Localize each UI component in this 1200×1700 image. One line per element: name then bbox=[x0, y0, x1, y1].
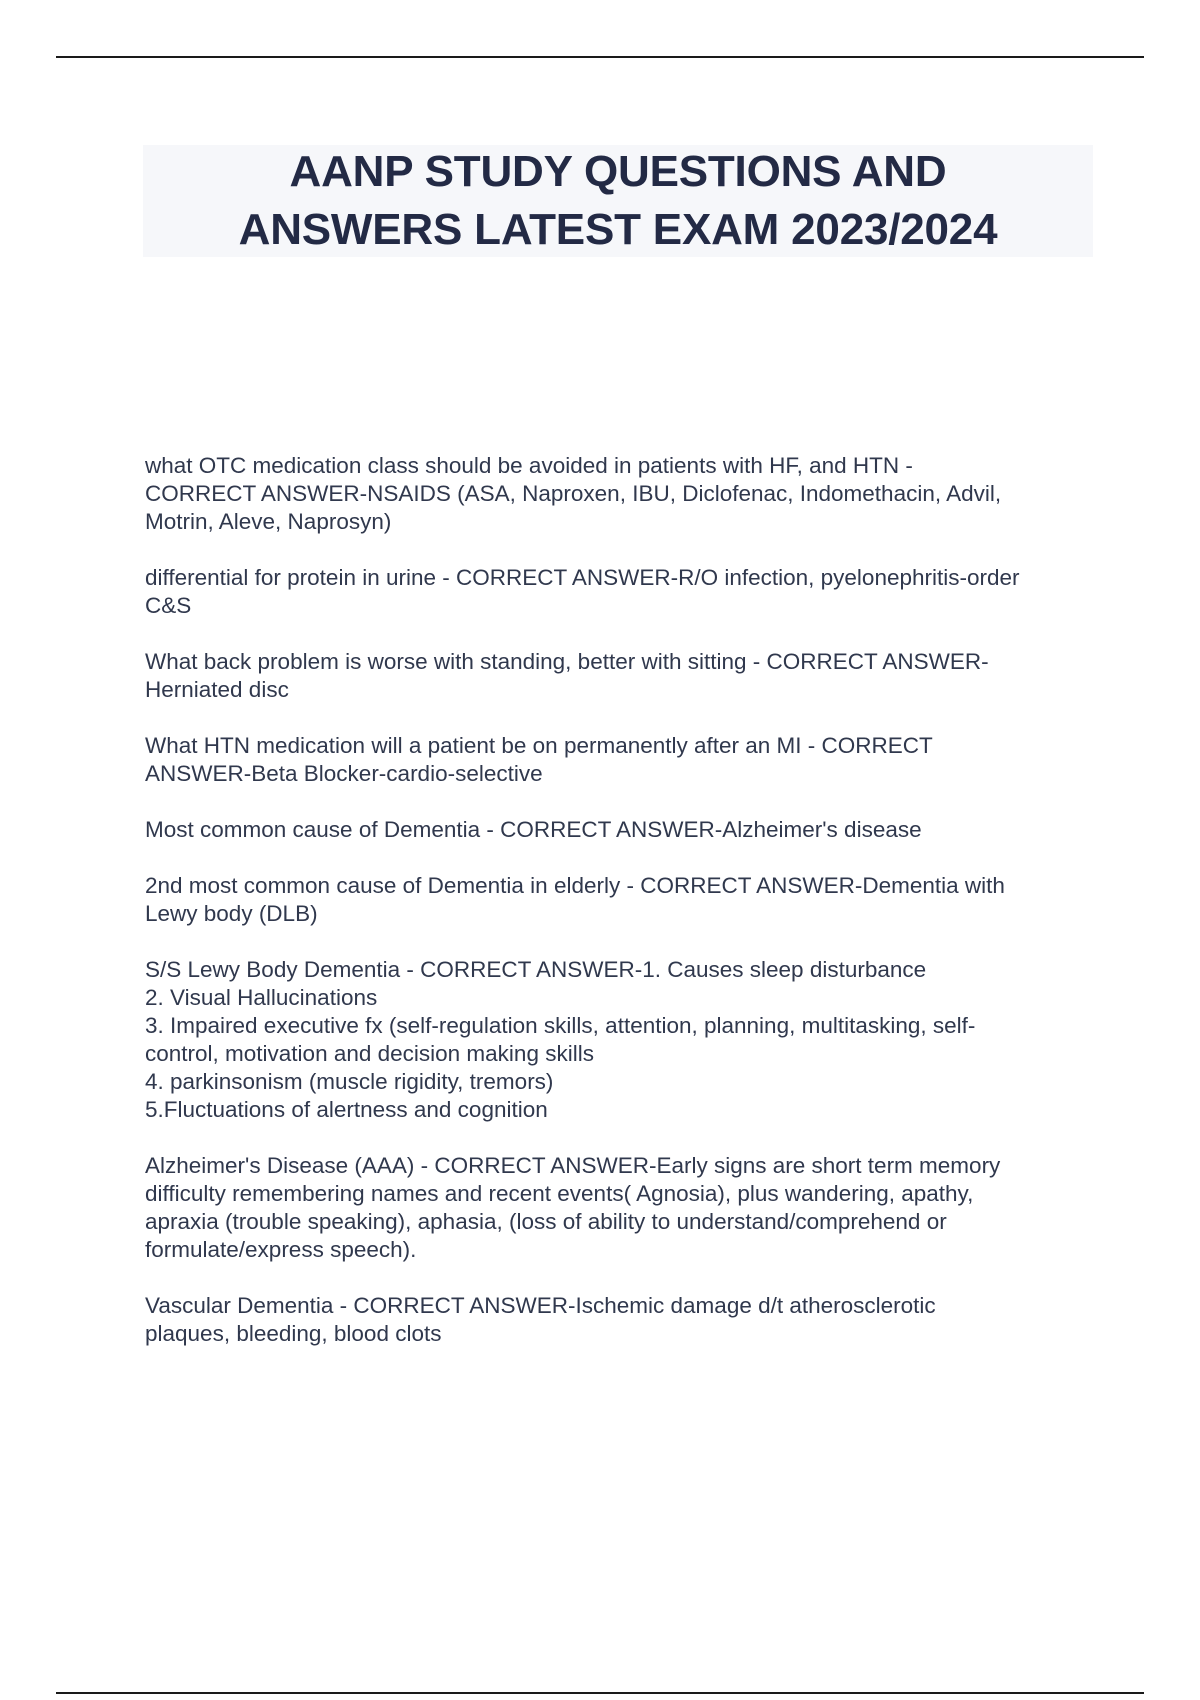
qa-list bbox=[145, 452, 1095, 1376]
qa-line: C&S bbox=[145, 593, 192, 618]
qa-line: 4. parkinsonism (muscle rigidity, tremors) bbox=[145, 1069, 554, 1094]
qa-line: Herniated disc bbox=[145, 677, 289, 702]
qa-line: Motrin, Aleve, Naprosyn) bbox=[145, 509, 392, 534]
qa-item-htn-after-mi bbox=[145, 732, 1095, 788]
qa-item-back-problem bbox=[145, 648, 1095, 704]
qa-line: control, motivation and decision making skills bbox=[145, 1041, 594, 1066]
document-title bbox=[143, 145, 1093, 257]
qa-item-dementia-cause bbox=[145, 816, 1095, 844]
qa-line: 2nd most common cause of Dementia in elderly - CORRECT ANSWER-Dementia with bbox=[145, 873, 1005, 898]
qa-line: What HTN medication will a patient be on permanently after an MI - CORRECT bbox=[145, 733, 933, 758]
bottom-rule bbox=[56, 1692, 1144, 1694]
qa-item-dementia-second-cause bbox=[145, 872, 1095, 928]
qa-line: S/S Lewy Body Dementia - CORRECT ANSWER-1. Causes sleep disturbance bbox=[145, 957, 927, 982]
qa-item-nsaids bbox=[145, 452, 1095, 536]
qa-item-lewy-body-signs bbox=[145, 956, 1095, 1124]
title-line-2: ANSWERS LATEST EXAM 2023/2024 bbox=[238, 205, 998, 254]
title-line-1: AANP STUDY QUESTIONS AND bbox=[289, 147, 947, 196]
qa-line: 2. Visual Hallucinations bbox=[145, 985, 378, 1010]
qa-line: what OTC medication class should be avoided in patients with HF, and HTN - bbox=[145, 453, 913, 478]
qa-line: formulate/express speech). bbox=[145, 1237, 417, 1262]
qa-line: What back problem is worse with standing, better with sitting - CORRECT ANSWER- bbox=[145, 649, 989, 674]
qa-item-vascular-dementia bbox=[145, 1292, 1095, 1348]
qa-item-alzheimers bbox=[145, 1152, 1095, 1264]
qa-line: apraxia (trouble speaking), aphasia, (loss of ability to understand/comprehend or bbox=[145, 1209, 947, 1234]
qa-line: Vascular Dementia - CORRECT ANSWER-Ischemic damage d/t atherosclerotic bbox=[145, 1293, 936, 1318]
qa-item-protein-urine bbox=[145, 564, 1095, 620]
qa-line: Lewy body (DLB) bbox=[145, 901, 318, 926]
qa-line: difficulty remembering names and recent events( Agnosia), plus wandering, apathy, bbox=[145, 1181, 974, 1206]
qa-line: Most common cause of Dementia - CORRECT ANSWER-Alzheimer's disease bbox=[145, 817, 922, 842]
qa-line: differential for protein in urine - CORRECT ANSWER-R/O infection, pyelonephritis-order bbox=[145, 565, 1020, 590]
qa-line: plaques, bleeding, blood clots bbox=[145, 1321, 442, 1346]
qa-line: Alzheimer's Disease (AAA) - CORRECT ANSWER-Early signs are short term memory bbox=[145, 1153, 1001, 1178]
top-rule bbox=[56, 56, 1144, 58]
qa-line: CORRECT ANSWER-NSAIDS (ASA, Naproxen, IBU, Diclofenac, Indomethacin, Advil, bbox=[145, 481, 1002, 506]
qa-line: 5.Fluctuations of alertness and cognition bbox=[145, 1097, 548, 1122]
qa-line: 3. Impaired executive fx (self-regulation skills, attention, planning, multitasking, self- bbox=[145, 1013, 976, 1038]
qa-line: ANSWER-Beta Blocker-cardio-selective bbox=[145, 761, 543, 786]
